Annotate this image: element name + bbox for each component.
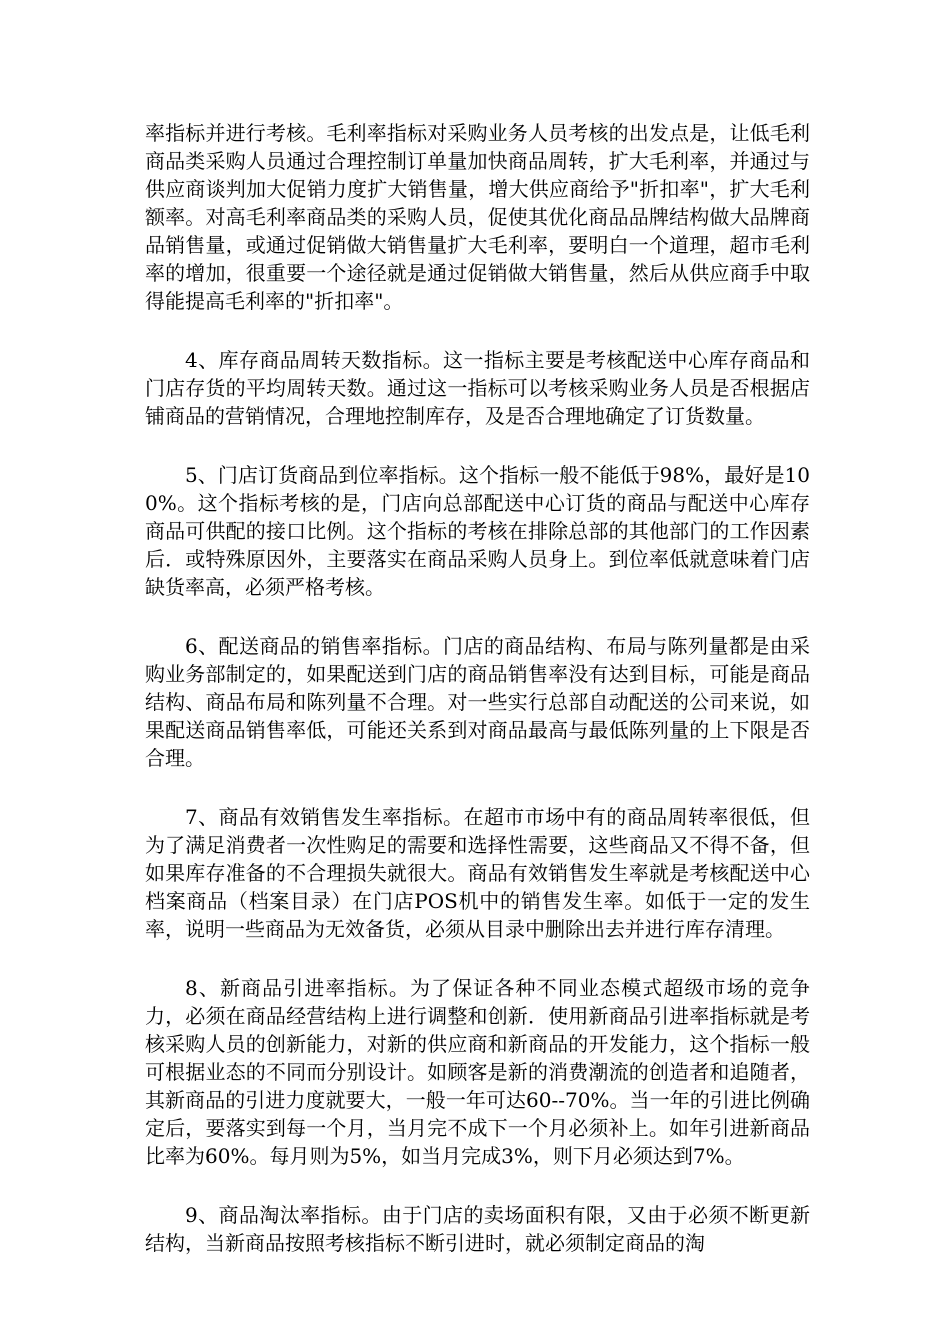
paragraph-effective-sales-rate: 7、商品有效销售发生率指标。在超市市场中有的商品周转率很低，但为了满足消费者一次性购足的需要和选择性需要，这些商品又不得不备，但如果库存准备的不合理损失就很大。商品有效销售发生率就是考核配送中心档案商品（档案目录）在门店POS机中的销售发生率。如低于一定的发生率，说明一些商品为无效备货，必须从目录中删除出去并进行库存清理。 xyxy=(145,805,810,941)
paragraph-elimination-rate: 9、商品淘汰率指标。由于门店的卖场面积有限，又由于必须不断更新结构，当新商品按照考核指标不断引进时，就必须制定商品的淘 xyxy=(145,1203,810,1255)
document-body xyxy=(145,119,810,1288)
paragraph-order-fulfillment: 5、门店订货商品到位率指标。这个指标一般不能低于98%，最好是100%。这个指标考核的是，门店向总部配送中心订货的商品与配送中心库存商品可供配的接口比例。这个指标的考核在排除总部的其他部门的工作因素后．或特殊原因外，主要落实在商品采购人员身上。到位率低就意味着门店缺货率高，必须严格考核。 xyxy=(145,463,810,599)
paragraph-inventory-turnover: 4、库存商品周转天数指标。这一指标主要是考核配送中心库存商品和门店存货的平均周转天数。通过这一指标可以考核采购业务人员是否根据店铺商品的营销情况，合理地控制库存，及是否合理地确定了订货数量。 xyxy=(145,348,810,428)
paragraph-gross-margin-continued: 率指标并进行考核。毛利率指标对采购业务人员考核的出发点是，让低毛利商品类采购人员通过合理控制订单量加快商品周转，扩大毛利率，并通过与供应商谈判加大促销力度扩大销售量，增大供应商给予"折扣率"，扩大毛利额率。对高毛利率商品类的采购人员，促使其优化商品品牌结构做大品牌商品销售量，或通过促销做大销售量扩大毛利率，要明白一个道理，超市毛利率的增加，很重要一个途径就是通过促销做大销售量，然后从供应商手中取得能提高毛利率的"折扣率"。 xyxy=(145,121,810,313)
paragraph-distribution-sales-rate: 6、配送商品的销售率指标。门店的商品结构、布局与陈列量都是由采购业务部制定的，如果配送到门店的商品销售率没有达到目标，可能是商品结构、商品布局和陈列量不合理。对一些实行总部自动配送的公司来说，如果配送商品销售率低，可能还关系到对商品最高与最低陈列量的上下限是否合理。 xyxy=(145,634,810,770)
paragraph-new-product-rate: 8、新商品引进率指标。为了保证各种不同业态模式超级市场的竞争力，必须在商品经营结构上进行调整和创新．使用新商品引进率指标就是考核采购人员的创新能力，对新的供应商和新商品的开发能力，这个指标一般可根据业态的不同而分别设计。如顾客是新的消费潮流的创造者和追随者，其新商品的引进力度就要大，一般一年可达60--70%。当一年的引进比例确定后，要落实到每一个月，当月完不成下一个月必须补上。如年引进新商品比率为60%。每月则为5%，如当月完成3%，则下月必须达到7%。 xyxy=(145,976,810,1168)
